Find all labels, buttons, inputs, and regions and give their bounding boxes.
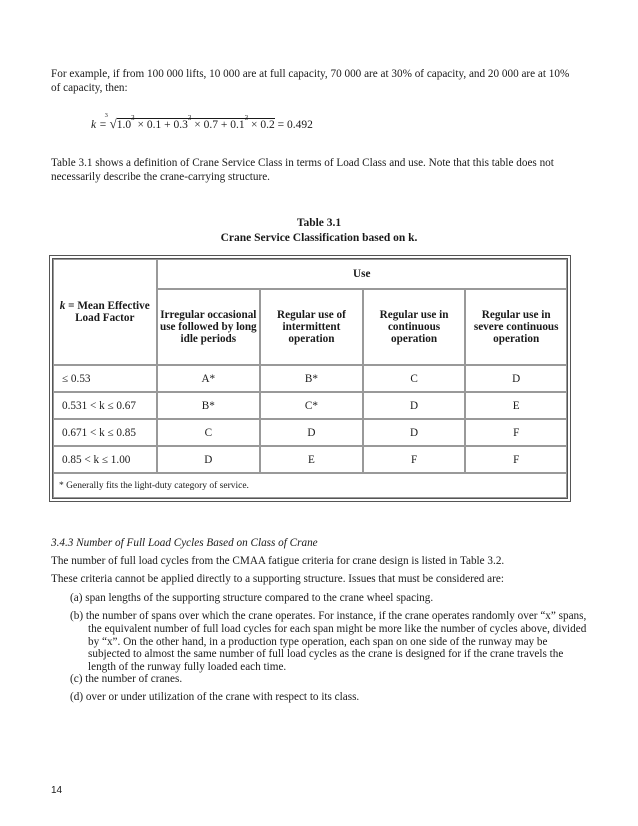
- table-cell: E: [465, 392, 567, 419]
- table-cell: B*: [157, 392, 261, 419]
- list-item: (d) over or under utilization of the crane with respect to its class.: [70, 691, 360, 703]
- formula-rhs: = 0.492: [274, 119, 313, 131]
- exp-2: 3: [187, 114, 192, 122]
- table-row: [53, 365, 567, 392]
- k-header-text: = Mean Effective Load Factor: [65, 299, 150, 324]
- table-cell: D: [157, 446, 261, 473]
- term-4: × 0.2: [248, 119, 275, 131]
- table-cell: C*: [260, 392, 363, 419]
- table-cell: C: [363, 365, 466, 392]
- table-cell: F: [363, 446, 466, 473]
- term-1: 1.0: [116, 119, 132, 131]
- col-header: Regular use of intermittent operation: [260, 289, 363, 365]
- paragraph-cycles: The number of full load cycles from the CMAA fatigue criteria for crane design is listed in Table 3.2.: [51, 555, 505, 567]
- row-label: 0.85 < k ≤ 1.00: [53, 446, 157, 473]
- exp-3: 3: [244, 114, 249, 122]
- table-cell: D: [363, 392, 466, 419]
- table-caption-number: Table 3.1: [296, 217, 342, 229]
- exp-1: 3: [131, 114, 135, 122]
- table-cell: E: [260, 446, 363, 473]
- section-heading: 3.4.3 Number of Full Load Cycles Based on Class of Crane: [51, 537, 318, 549]
- table-cell: F: [465, 419, 567, 446]
- table-cell: A*: [157, 365, 261, 392]
- col-header: Regular use in severe continuous operation: [465, 289, 567, 365]
- root-index: 3: [104, 112, 108, 119]
- list-item: (c) the number of cranes.: [70, 673, 183, 685]
- table-cell: D: [260, 419, 363, 446]
- term-3: × 0.7 + 0.1: [191, 119, 245, 131]
- formula-lhs: k =: [91, 119, 110, 131]
- row-label: 0.531 < k ≤ 0.67: [53, 392, 157, 419]
- formula: [91, 112, 313, 132]
- cube-root: [104, 112, 117, 132]
- k-header: [53, 259, 157, 365]
- table-cell: D: [363, 419, 466, 446]
- row-label: 0.671 < k ≤ 0.85: [53, 419, 157, 446]
- row-label: ≤ 0.53: [53, 365, 157, 392]
- table-row: [53, 419, 567, 446]
- crane-service-table: [52, 258, 568, 499]
- paragraph-criteria: These criteria cannot be applied directly to a supporting structure. Issues that must be considered are:: [51, 573, 504, 585]
- list-item: (b) the number of spans over which the crane operates. For instance, if the crane operates randomly over “x” spans, the equivalent number of full load cycles for each span might be more like the number of cycles above, divided by “x”. On the other hand, in a production type operation, each span on one side of the runway may be subjected to almost the same number of full load cycles as the crane is designed for if the crane travels the length of the runway fully loaded each time.: [70, 610, 587, 674]
- col-header: Regular use in continuous operation: [363, 289, 466, 365]
- table-caption-title: Crane Service Classification based on k.: [220, 232, 418, 244]
- term-2: × 0.1 + 0.3: [134, 119, 188, 131]
- table-cell: B*: [260, 365, 363, 392]
- table-intro-paragraph: Table 3.1 shows a definition of Crane Service Class in terms of Load Class and use. Note that this table does not necessarily describe the crane-carrying structure.: [51, 157, 554, 183]
- page-number: 14: [51, 785, 63, 796]
- col-header: Irregular occasional use followed by long idle periods: [157, 289, 261, 365]
- table-cell: C: [157, 419, 261, 446]
- use-header: Use: [157, 259, 567, 289]
- table-row: [53, 392, 567, 419]
- table-cell: D: [465, 365, 567, 392]
- intro-paragraph: For example, if from 100 000 lifts, 10 000 are at full capacity, 70 000 are at 30% of capacity, and 20 000 are at 10% of capacity, then:: [51, 68, 570, 94]
- list-item: (a) span lengths of the supporting structure compared to the crane wheel spacing.: [70, 592, 434, 604]
- radical-sign: √: [109, 116, 117, 131]
- table-footnote: * Generally fits the light-duty category of service.: [53, 473, 567, 498]
- table-row: [53, 446, 567, 473]
- table-cell: F: [465, 446, 567, 473]
- k-var: k: [59, 299, 66, 312]
- radicand: [116, 114, 275, 131]
